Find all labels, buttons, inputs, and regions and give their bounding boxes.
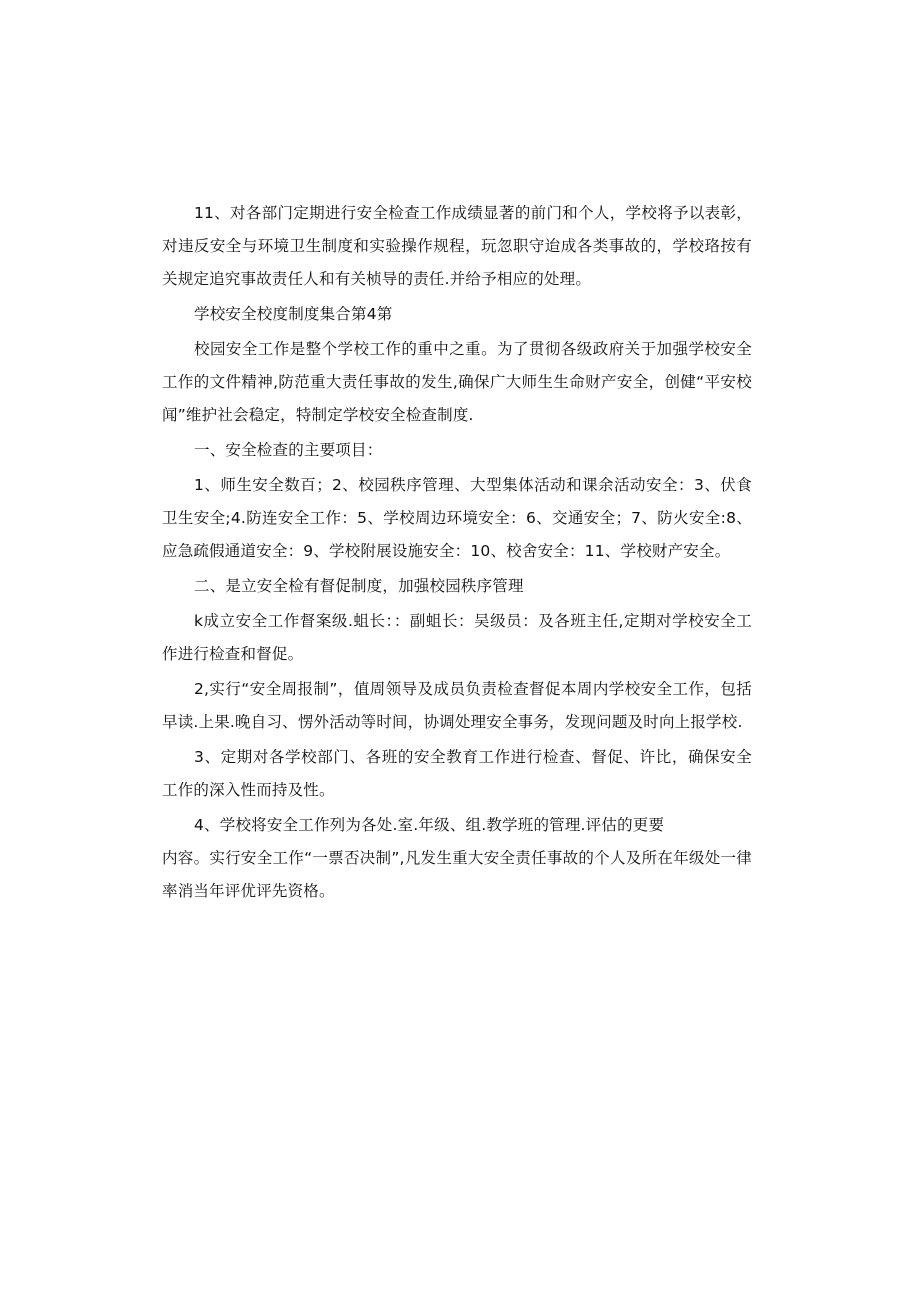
paragraph-veto: 内容。实行安全工作“一票否决制”,凡发生重大安全责任事故的个人及所在年级处一律率消当年评优评先资格。 [162, 849, 752, 900]
document-body [162, 197, 752, 908]
paragraph-supervision-team: k成立安全工作督案级.蛆长：：副蛆长：吴级员：及各班主任,定期对学校安全工作进行检查和督促。 [162, 612, 752, 663]
paragraph-intro: 校园安全工作是整个学校工作的重中之重。为了贯彻各级政府关于加强学校安全工作的文件精神,防范重大责任事故的发生,确保广大师生生命财产安全，创健“平安校闻”维护社会稳定，特制定学校安全检查制度. [162, 340, 752, 424]
paragraph-regular-check: 3、定期对各学校部门、各班的安全教育工作进行检查、督促、许比，确保安全工作的深入性而持及性。 [162, 748, 752, 799]
section-heading: 学校安全校度制度集合第4第 [194, 305, 393, 323]
heading-supervision: 二、是立安全检有督促制度，加强校园秩序管理 [194, 577, 524, 595]
paragraph-weekly-report: 2,实行“安全周报制”，值周领导及成员负责检查督促本周内学校安全工作，包括早读.上果.晚自习、愣外活动等时间，协调处理安全事务，发现问题及时向上报学校. [162, 680, 752, 731]
paragraph-evaluation: 4、学校将安全工作列为各处.室.年级、组.教学班的管理.评估的更要 [194, 816, 665, 834]
paragraph-reward-punishment: 11、对各部门定期进行安全检查工作成绩显著的前门和个人，学校将予以表彰，对违反安全与环境卫生制度和实验操作规程，玩忽职守迨成各类事故的，学校珞按有关规定追究事故责任人和有关桢导的责任.并给予相应的处理。 [162, 204, 752, 288]
paragraph-item-list: 1、师生安全数百；2、校园秩序管理、大型集体活动和课余活动安全：3、伏食卫生安全;4.防连安全工作：5、学校周边环境安全：6、交通安全；7、防火安全:8、应急疏假通道安全：9、学校附展设施安全：10、校舍安全：11、学校财产安全。 [162, 476, 752, 560]
heading-main-items: 一、安全检查的主要项目： [194, 441, 383, 459]
